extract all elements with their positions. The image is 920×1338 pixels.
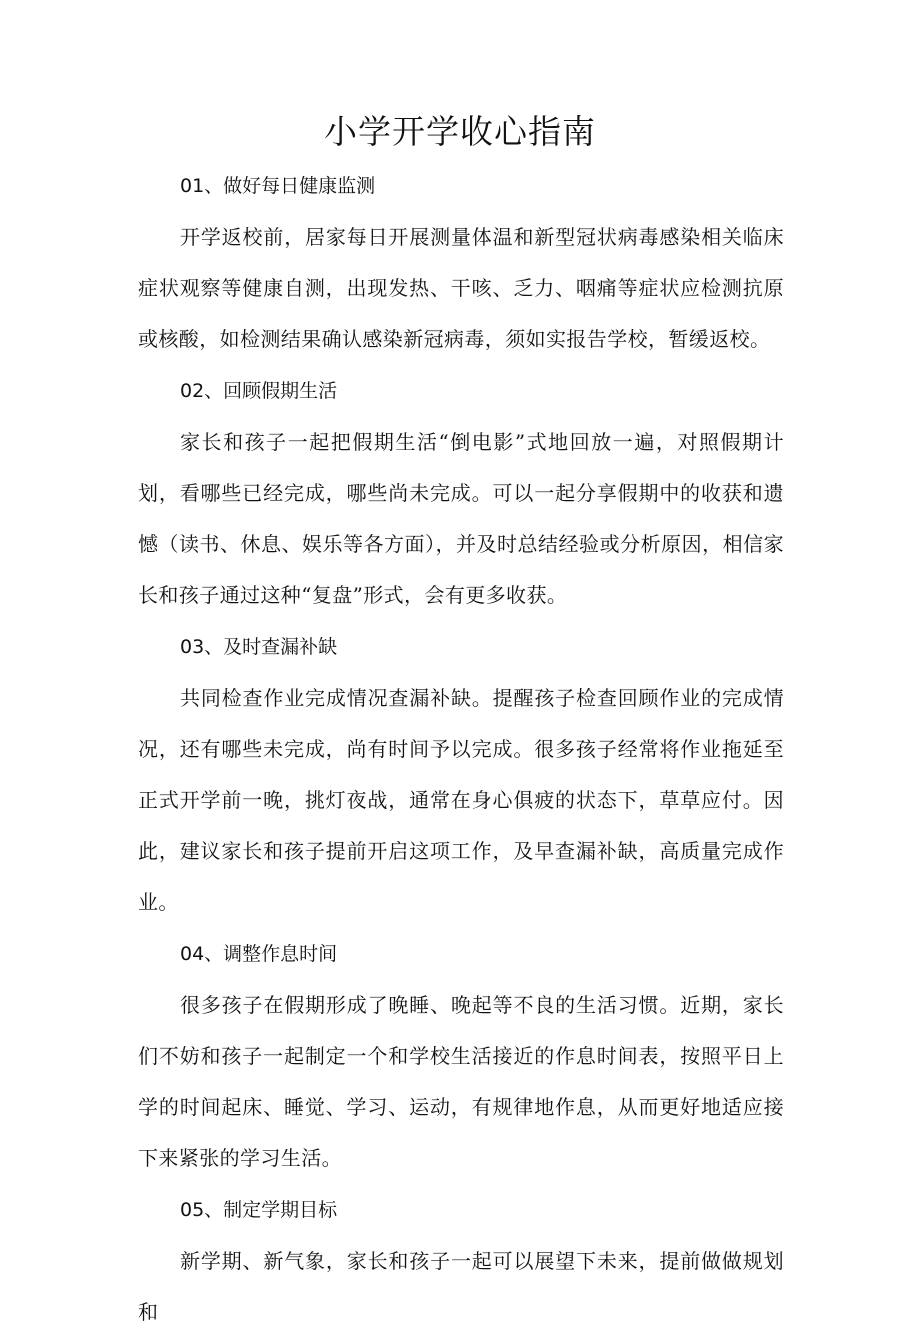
section-heading: 05、制定学期目标 [180,1199,338,1221]
section-heading: 03、及时查漏补缺 [180,636,338,658]
section-heading: 04、调整作息时间 [180,943,338,965]
document-body [138,160,784,1338]
section-semester-goals [138,1184,784,1338]
section-paragraph: 共同检查作业完成情况查漏补缺。提醒孩子检查回顾作业的完成情况，还有哪些未完成，尚有时间予以完成。很多孩子经常将作业拖延至正式开学前一晚，挑灯夜战，通常在身心俱疲的状态下，草草应付。因此，建议家长和孩子提前开启这项工作，及早查漏补缺，高质量完成作业。 [138,686,784,914]
section-paragraph: 开学返校前，居家每日开展测量体温和新型冠状病毒感染相关临床症状观察等健康自测，出现发热、干咳、乏力、咽痛等症状应检测抗原或核酸，如检测结果确认感染新冠病毒，须如实报告学校，暂缓返校。 [138,225,784,351]
section-heading: 01、做好每日健康监测 [180,175,376,197]
section-health-monitoring [138,160,784,365]
section-paragraph: 家长和孩子一起把假期生活“倒电影”式地回放一遍，对照假期计划，看哪些已经完成，哪些尚未完成。可以一起分享假期中的收获和遗憾（读书、休息、娱乐等各方面），并及时总结经验或分析原因，相信家长和孩子通过这种“复盘”形式，会有更多收获。 [138,430,784,607]
document-title: 小学开学收心指南 [324,112,596,151]
section-paragraph: 很多孩子在假期形成了晚睡、晚起等不良的生活习惯。近期，家长们不妨和孩子一起制定一个和学校生活接近的作息时间表，按照平日上学的时间起床、睡觉、学习、运动，有规律地作息，从而更好地适应接下来紧张的学习生活。 [138,993,784,1170]
section-review-holiday [138,365,784,621]
section-check-homework [138,621,784,928]
section-adjust-schedule [138,928,784,1184]
section-paragraph: 新学期、新气象，家长和孩子一起可以展望下未来，提前做做规划和 [138,1249,784,1324]
section-heading: 02、回顾假期生活 [180,380,338,402]
